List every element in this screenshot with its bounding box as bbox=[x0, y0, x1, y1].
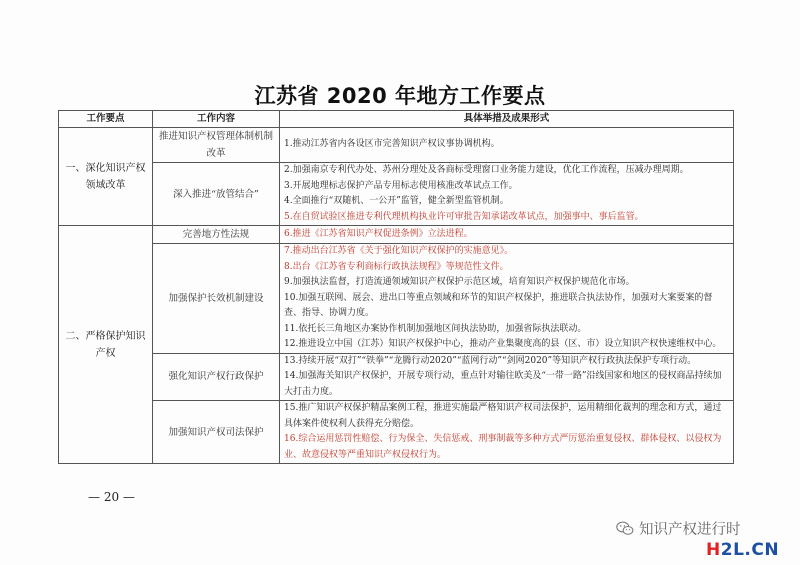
measure-item: 13.持续开展“双打”“铁拳”“龙腾行动2020”“蓝网行动”“剑网2020”等知识产权行政执法保护专项行动。 bbox=[284, 355, 697, 366]
table-row bbox=[59, 128, 734, 163]
table-row bbox=[59, 163, 734, 226]
measure-item: 14.加强海关知识产权保护，开展专项行动，重点针对输往欧美及“一带一路”沿线国家和地区的侵权商品持续加大打击力度。 bbox=[284, 371, 722, 397]
measure-item-highlighted: 16.综合运用惩罚性赔偿、行为保全、失信惩戒、刑事制裁等多种方式严厉惩治重复侵权、群体侵权、以侵权为业、故意侵权等严重知识产权侵权行为。 bbox=[284, 434, 722, 460]
measure-item: 15.推广知识产权保护精品案例工程，推进实施最严格知识产权司法保护，运用精细化裁判的理念和方式，通过具体案件使权利人获得充分赔偿。 bbox=[284, 403, 722, 429]
site-logo bbox=[706, 540, 779, 560]
measure-item: 2.加强南京专利代办处、苏州分理处及各商标受理窗口业务能力建设，优化工作流程，压减办理周期。 bbox=[284, 165, 689, 175]
work-plan-table bbox=[58, 110, 734, 464]
header-measures: 具体举措及成果形式 bbox=[280, 111, 734, 128]
category-cell: 二、严格保护知识产权 bbox=[59, 226, 153, 464]
measures-cell bbox=[280, 401, 734, 464]
measures-cell bbox=[280, 226, 734, 244]
measure-item: 12.推进设立中国（江苏）知识产权保护中心，推动产业集聚度高的县（区、市）设立知识产权快速维权中心。 bbox=[284, 339, 722, 349]
table-row bbox=[59, 226, 734, 244]
work-content-cell: 加强保护长效机制建设 bbox=[153, 244, 280, 354]
measures-cell bbox=[280, 353, 734, 401]
wechat-watermark bbox=[616, 518, 741, 539]
logo-letter-h: H bbox=[706, 540, 721, 560]
measure-item: 10.加强互联网、展会、进出口等重点领域和环节的知识产权保护，推进联合执法协作，加强对大案要案的督查、指导、协调力度。 bbox=[284, 292, 713, 318]
measure-item: 1.推动江苏省内各设区市完善知识产权议事协调机构。 bbox=[284, 139, 500, 150]
header-work-content: 工作内容 bbox=[153, 111, 280, 128]
table-row bbox=[59, 244, 734, 354]
table-header-row bbox=[59, 111, 734, 128]
measures-cell bbox=[280, 128, 734, 163]
table-row bbox=[59, 401, 734, 464]
measures-cell bbox=[280, 163, 734, 226]
category-cell: 一、深化知识产权领域改革 bbox=[59, 128, 153, 226]
header-work-point: 工作要点 bbox=[59, 111, 153, 128]
page-number: — 20 — bbox=[88, 490, 135, 504]
measure-item: 11.依托长三角地区办案协作机制加强地区间执法协助，加强省际执法联动。 bbox=[284, 323, 587, 334]
work-content-cell: 强化知识产权行政保护 bbox=[153, 353, 280, 401]
watermark-text: 知识产权进行时 bbox=[639, 522, 741, 538]
wechat-icon bbox=[616, 521, 634, 536]
work-content-cell: 完善地方性法规 bbox=[153, 226, 280, 244]
work-content-cell: 深入推进“放管结合” bbox=[153, 163, 280, 226]
measure-item: 9.加强执法监督，打造流通领域知识产权保护示范区域，培育知识产权保护规范化市场。 bbox=[284, 277, 635, 287]
measure-item: 3.开展地理标志保护产品专用标志使用核准改革试点工作。 bbox=[284, 180, 518, 191]
measure-item-highlighted: 6.推进《江苏省知识产权促进条例》立法进程。 bbox=[284, 228, 473, 239]
measures-cell bbox=[280, 244, 734, 354]
work-content-cell: 加强知识产权司法保护 bbox=[153, 401, 280, 464]
measure-item-highlighted: 5.在自贸试验区推进专利代理机构执业许可审批告知承诺改革试点，加强事中、事后监管。 bbox=[284, 211, 644, 222]
logo-domain: 2L.CN bbox=[720, 540, 780, 560]
measure-item-highlighted: 8.出台《江苏省专利商标行政执法规程》等规范性文件。 bbox=[284, 261, 509, 272]
table-row bbox=[59, 353, 734, 401]
work-content-cell: 推进知识产权管理体制机制改革 bbox=[153, 128, 280, 163]
measure-item-highlighted: 7.推动出台江苏省《关于强化知识产权保护的实施意见》。 bbox=[284, 246, 514, 256]
measure-item: 4.全面推行“双随机、一公开”监管，健全新型监管机制。 bbox=[284, 196, 509, 206]
document-title: 江苏省 2020 年地方工作要点 bbox=[254, 84, 546, 108]
